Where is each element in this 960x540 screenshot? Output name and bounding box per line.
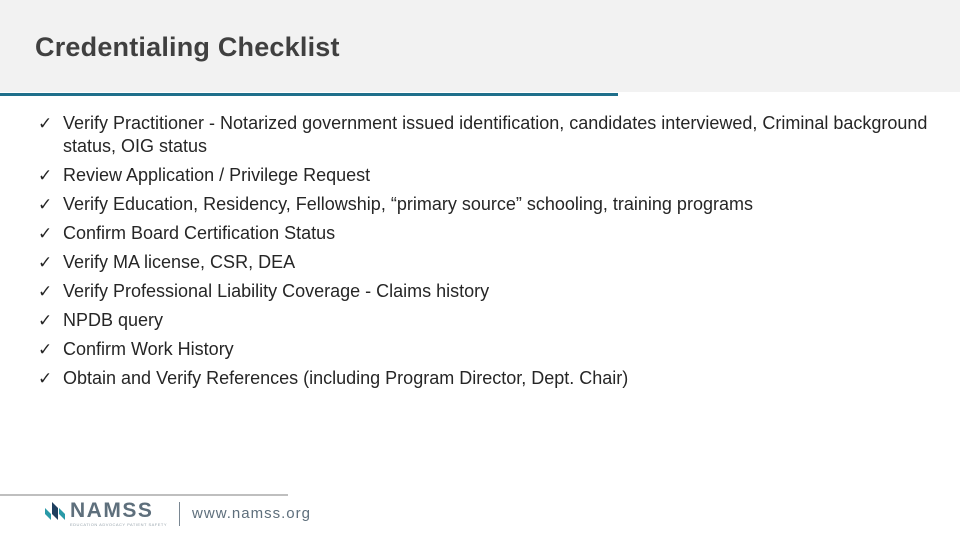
logo-separator bbox=[179, 502, 180, 526]
checkmark-icon: ✓ bbox=[38, 253, 53, 272]
checklist-item bbox=[38, 251, 938, 274]
checkmark-icon: ✓ bbox=[38, 114, 53, 133]
logo-name: NAMSS bbox=[70, 499, 154, 522]
checkmark-icon: ✓ bbox=[38, 224, 53, 243]
checkmark-icon: ✓ bbox=[38, 369, 53, 388]
checklist-item-text: Verify Professional Liability Coverage - Claims history bbox=[63, 281, 490, 301]
logo-wordmark bbox=[70, 500, 167, 527]
checklist bbox=[38, 112, 938, 396]
checklist-item bbox=[38, 164, 938, 187]
footer-divider bbox=[0, 494, 288, 496]
checklist-item bbox=[38, 222, 938, 245]
checklist-item-text: Verify Practitioner - Notarized government issued identification, candidates interviewed, Criminal background status, OIG status bbox=[63, 113, 928, 156]
checklist-item bbox=[38, 309, 938, 332]
checklist-item-text: Obtain and Verify References (including Program Director, Dept. Chair) bbox=[63, 368, 629, 388]
slide-title: Credentialing Checklist bbox=[35, 32, 340, 62]
checkmark-icon: ✓ bbox=[38, 282, 53, 301]
checkmark-icon: ✓ bbox=[38, 340, 53, 359]
checklist-item-text: Confirm Work History bbox=[63, 339, 234, 359]
checkmark-icon: ✓ bbox=[38, 311, 53, 330]
checklist-item-text: Review Application / Privilege Request bbox=[63, 165, 371, 185]
checklist-item-text: Confirm Board Certification Status bbox=[63, 223, 336, 243]
checklist-item-text: NPDB query bbox=[63, 310, 164, 330]
checklist-item bbox=[38, 367, 938, 390]
checklist-item-text: Verify Education, Residency, Fellowship, “primary source” schooling, training programs bbox=[63, 194, 753, 214]
namss-logo bbox=[44, 500, 311, 527]
checklist-item bbox=[38, 338, 938, 361]
title-underline bbox=[0, 93, 618, 96]
checklist-item bbox=[38, 112, 938, 158]
checkmark-icon: ✓ bbox=[38, 166, 53, 185]
namss-mark-icon bbox=[44, 500, 66, 527]
checklist-item bbox=[38, 280, 938, 303]
checklist-item bbox=[38, 193, 938, 216]
website-url: www.namss.org bbox=[192, 505, 311, 522]
checklist-item-text: Verify MA license, CSR, DEA bbox=[63, 252, 296, 272]
checkmark-icon: ✓ bbox=[38, 195, 53, 214]
logo-tagline: EDUCATION ADVOCACY PATIENT SAFETY bbox=[70, 522, 168, 527]
